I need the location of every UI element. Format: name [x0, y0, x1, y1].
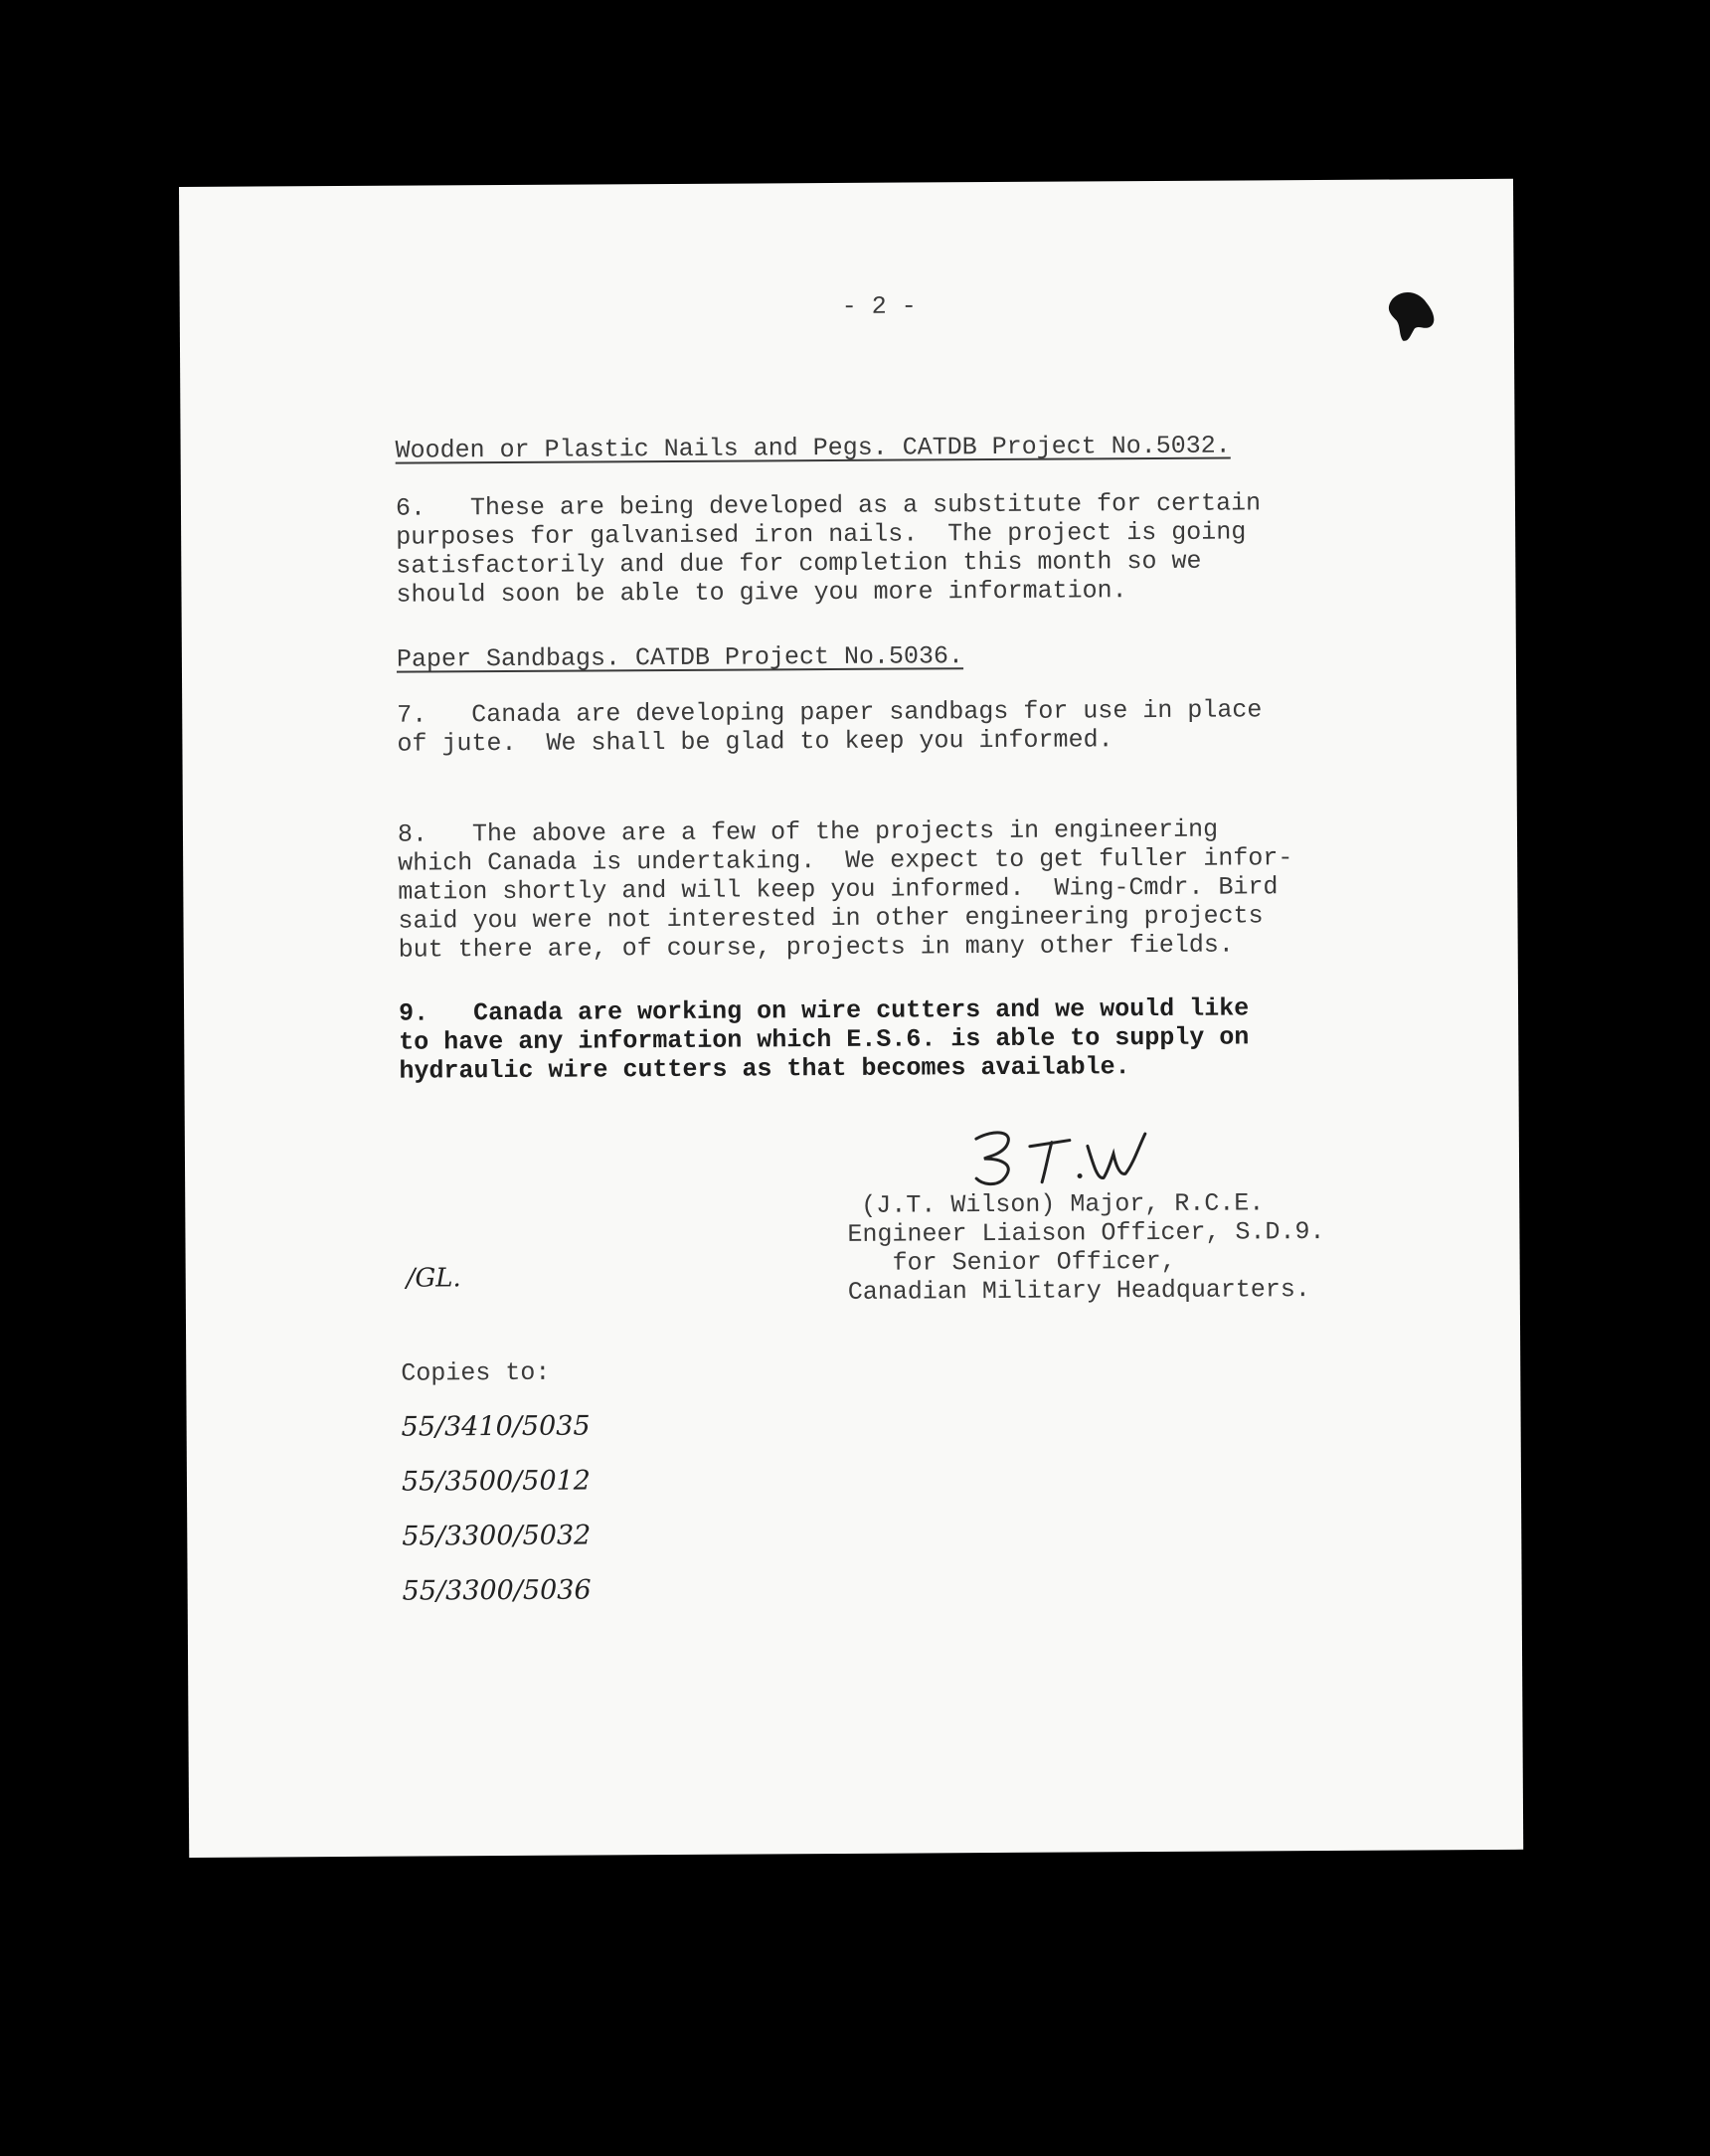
handwritten-mark — [407, 1263, 461, 1293]
handwritten-slash: / — [406, 1263, 416, 1294]
copy-reference: 55/3500/5012 — [401, 1465, 592, 1498]
paragraph-9-line: to have any information which E.S.6. is able to supply on — [399, 1022, 1250, 1057]
document-page — [179, 179, 1523, 1858]
paragraph-7-line: 7. Canada are developing paper sandbags for use in place — [397, 695, 1263, 730]
copies-label: Copies to: — [401, 1357, 551, 1388]
signature-initials — [966, 1124, 1155, 1190]
handwritten-text: GL. — [415, 1263, 461, 1294]
paragraph-9-line: hydraulic wire cutters as that becomes available. — [399, 1052, 1130, 1086]
signature-line: Engineer Liaison Officer, S.D.9. — [847, 1216, 1325, 1249]
section-heading-nails: Wooden or Plastic Nails and Pegs. CATDB Project No.5032. — [395, 431, 1231, 465]
ink-blot-mark — [1385, 288, 1437, 344]
page-number: - 2 - — [841, 291, 917, 321]
paragraph-8-line: but there are, of course, projects in many other fields. — [398, 930, 1234, 965]
paragraph-6-line: satisfactorily and due for completion this month so we — [396, 546, 1202, 581]
paragraph-8-line: which Canada is undertaking. We expect to get fuller infor- — [398, 843, 1293, 878]
copy-reference: 55/3300/5036 — [402, 1574, 592, 1607]
signature-line: Canadian Military Headquarters. — [847, 1275, 1310, 1307]
section-heading-sandbags: Paper Sandbags. CATDB Project No.5036. — [396, 641, 964, 674]
paragraph-8-line: 8. The above are a few of the projects in engineering — [397, 814, 1219, 849]
paragraph-8-line: mation shortly and will keep you informed. Wing-Cmdr. Bird — [398, 872, 1279, 907]
paragraph-7-line: of jute. We shall be glad to keep you informed. — [397, 725, 1113, 759]
paragraph-6-line: should soon be able to give you more information. — [396, 576, 1127, 610]
copy-reference: 55/3300/5032 — [402, 1520, 592, 1552]
signature-line: (J.T. Wilson) Major, R.C.E. — [861, 1188, 1265, 1220]
paragraph-8-line: said you were not interested in other engineering projects — [398, 901, 1264, 936]
paragraph-6-line: purposes for galvanised iron nails. The project is going — [396, 517, 1247, 552]
signature-line: for Senior Officer, — [847, 1246, 1176, 1278]
paragraph-9-line: 9. Canada are working on wire cutters and we would like — [398, 993, 1250, 1028]
paragraph-6-line: 6. These are being developed as a substitute for certain — [395, 488, 1262, 523]
copy-reference: 55/3410/5035 — [401, 1410, 591, 1443]
